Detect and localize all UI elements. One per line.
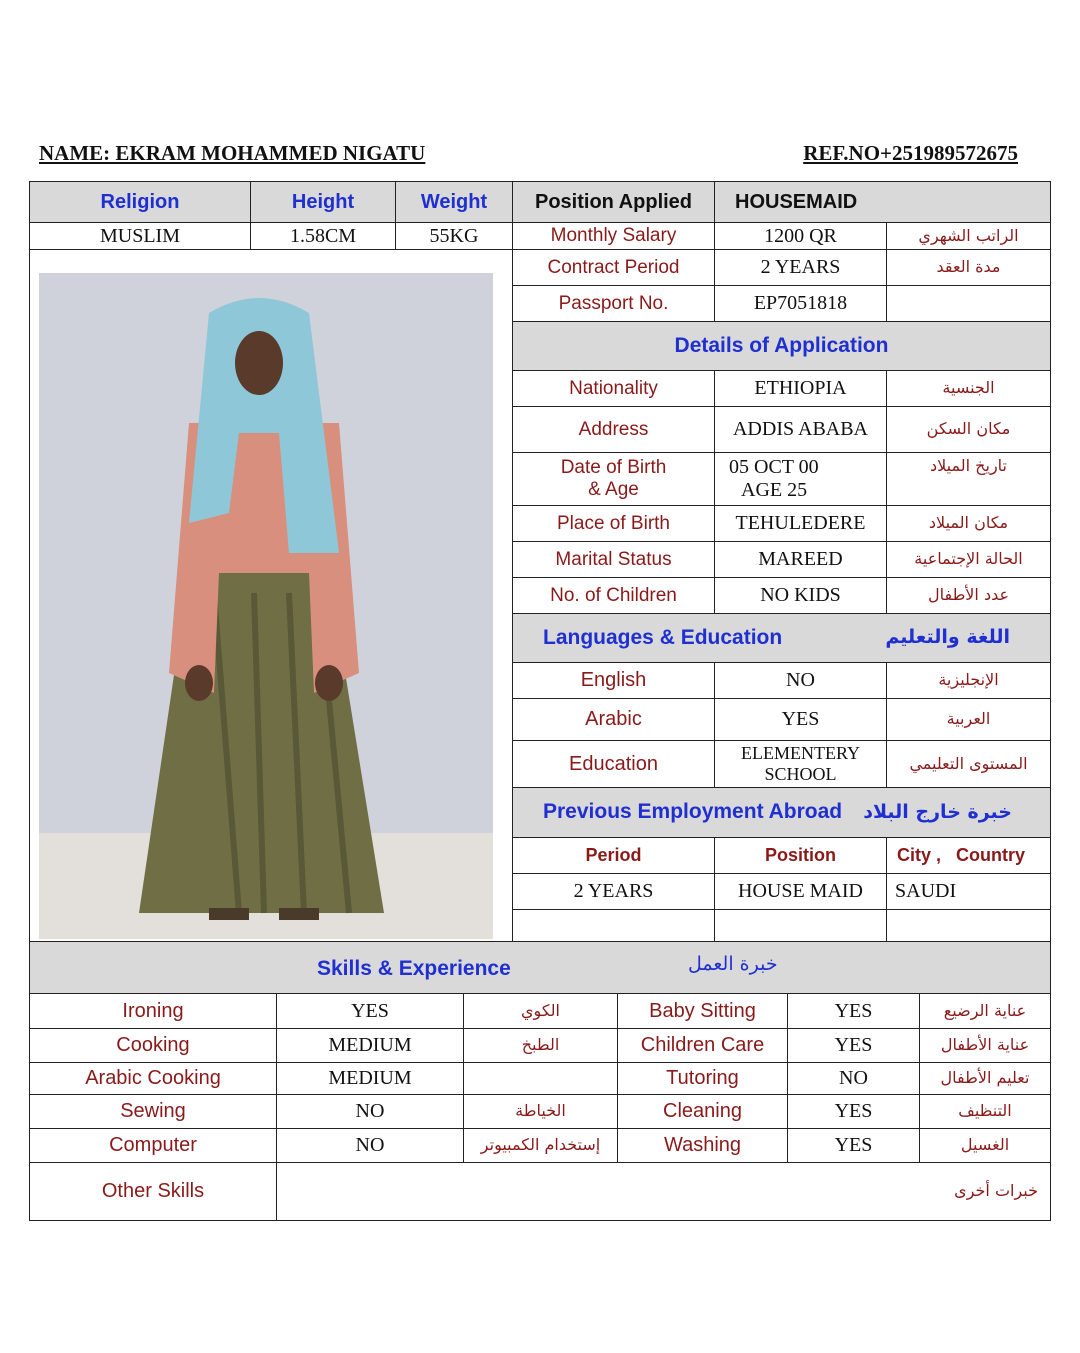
arabic-value: YES [714,698,887,741]
children-value: NO KIDS [714,577,887,614]
other-skills-value [276,1162,1051,1221]
address-value: ADDIS ABABA [714,406,887,453]
skill-left-label: Computer [29,1128,277,1163]
contract-period-value: 2 YEARS [714,249,887,286]
height-label: Height [250,181,396,223]
education-label: Education [512,740,715,788]
dob-label [512,452,715,506]
dob-label-line1: Date of Birth [560,457,667,479]
skill-right-label: Children Care [617,1028,788,1063]
employment-title: Previous Employment Abroad [543,800,843,824]
height-value: 1.58CM [250,222,396,250]
country-col-header: City , Country [886,837,1051,874]
english-value: NO [714,662,887,699]
english-ar: الإنجليزية [886,662,1051,699]
marital-status-label: Marital Status [512,541,715,578]
employment-position: HOUSE MAID [714,873,887,910]
skill-right-label: Tutoring [617,1062,788,1095]
skill-left-label: Sewing [29,1094,277,1129]
skill-left-value: YES [276,993,464,1029]
position-applied-label: Position Applied [512,181,715,223]
contract-period-label: Contract Period [512,249,715,286]
weight-label: Weight [395,181,513,223]
employment-empty-3 [886,909,1051,942]
children-label: No. of Children [512,577,715,614]
monthly-salary-label: Monthly Salary [512,222,715,250]
applicant-photo [39,273,493,939]
nationality-label: Nationality [512,370,715,407]
children-ar: عدد الأطفال [886,577,1051,614]
passport-value: EP7051818 [714,285,887,322]
nationality-value: ETHIOPIA [714,370,887,407]
place-of-birth-ar: مكان الميلاد [886,505,1051,542]
details-title: Details of Application [512,321,1051,371]
skill-right-ar: تعليم الأطفال [919,1062,1051,1095]
religion-label: Religion [29,181,251,223]
dob-label-line2: & Age [588,479,639,500]
address-label: Address [512,406,715,453]
other-skills-label: Other Skills [29,1162,277,1221]
address-ar: مكان السكن [886,406,1051,453]
dob-value [714,452,887,506]
skill-right-value: YES [787,993,920,1029]
position-col-header: Position [714,837,887,874]
arabic-label: Arabic [512,698,715,741]
skill-right-label: Cleaning [617,1094,788,1129]
skill-left-value: NO [276,1094,464,1129]
languages-header [512,613,1051,663]
religion-value: MUSLIM [29,222,251,250]
passport-label: Passport No. [512,285,715,322]
position-applied-value: HOUSEMAID [714,181,1051,223]
education-value-line1: ELEMENTERY [741,743,860,764]
skill-left-value: MEDIUM [276,1062,464,1095]
marital-status-value: MAREED [714,541,887,578]
skill-right-ar: عناية الأطفال [919,1028,1051,1063]
monthly-salary-ar: الراتب الشهري [886,222,1051,250]
passport-ar [886,285,1051,322]
skill-right-value: NO [787,1062,920,1095]
skill-left-ar: إستخدام الكمبيوتر [463,1128,618,1163]
employment-title-ar: خبرة خارج البلاد [863,800,1012,823]
skill-left-value: NO [276,1128,464,1163]
skill-left-ar: الخياطة [463,1094,618,1129]
skills-title: Skills & Experience [317,957,511,980]
weight-value: 55KG [395,222,513,250]
period-col-header: Period [512,837,715,874]
languages-title-ar: اللغة والتعليم [885,626,1010,649]
skill-right-ar: التنظيف [919,1094,1051,1129]
place-of-birth-value: TEHULEDERE [714,505,887,542]
other-skills-ar: خبرات أخرى [954,1181,1038,1201]
marital-status-ar: الحالة الإجتماعية [886,541,1051,578]
languages-title: Languages & Education [543,625,783,649]
skill-right-value: YES [787,1128,920,1163]
skill-left-label: Arabic Cooking [29,1062,277,1095]
reference-number: REF.NO+251989572675 [803,141,1018,165]
arabic-ar: العربية [886,698,1051,741]
employment-header [512,787,1051,838]
employment-country: SAUDI [886,873,1051,910]
applicant-name: NAME: EKRAM MOHAMMED NIGATU [39,141,426,165]
dob-value-age: AGE 25 [741,479,808,501]
skill-left-ar [463,1062,618,1095]
dob-value-date: 05 OCT 00 [729,456,819,478]
monthly-salary-value: 1200 QR [714,222,887,250]
education-value-line2: SCHOOL [764,764,837,784]
skill-right-ar: عناية الرضيع [919,993,1051,1029]
employment-empty-1 [512,909,715,942]
skill-right-value: YES [787,1028,920,1063]
employment-period: 2 YEARS [512,873,715,910]
education-ar: المستوى التعليمي [886,740,1051,788]
skill-right-value: YES [787,1094,920,1129]
skill-right-label: Washing [617,1128,788,1163]
nationality-ar: الجنسية [886,370,1051,407]
skill-right-ar: الغسيل [919,1128,1051,1163]
contract-period-ar: مدة العقد [886,249,1051,286]
employment-empty-2 [714,909,887,942]
skill-left-ar: الكوي [463,993,618,1029]
skills-title-ar: خبرة العمل [688,953,778,975]
dob-ar: تاريخ الميلاد [886,452,1051,506]
skill-left-label: Ironing [29,993,277,1029]
skill-left-ar: الطبخ [463,1028,618,1063]
skill-left-label: Cooking [29,1028,277,1063]
skills-header [29,941,1051,994]
english-label: English [512,662,715,699]
education-value [714,740,887,788]
skill-right-label: Baby Sitting [617,993,788,1029]
skill-left-value: MEDIUM [276,1028,464,1063]
place-of-birth-label: Place of Birth [512,505,715,542]
